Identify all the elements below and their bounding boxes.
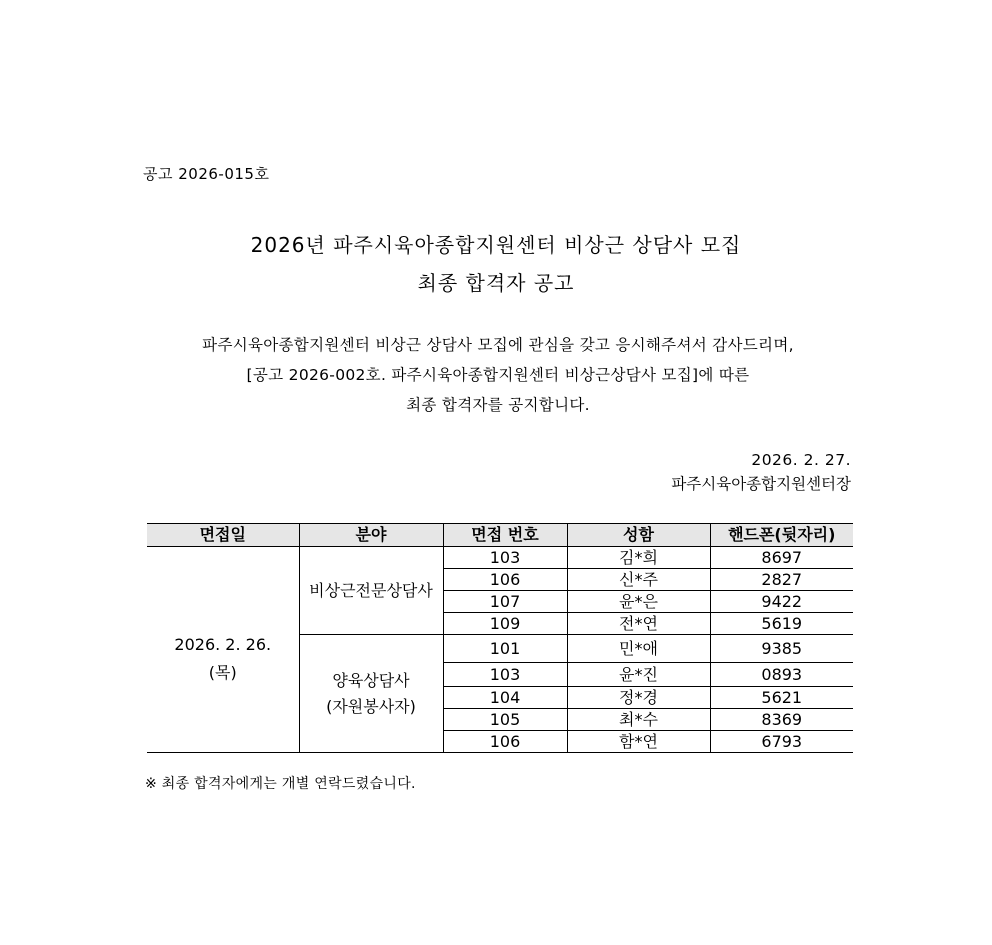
page-subtitle: 최종 합격자 공고 [417, 271, 575, 295]
issue-date: 2026. 2. 27. [751, 451, 851, 469]
interview-number-cell: 103 [443, 663, 567, 687]
phone-cell: 6793 [710, 731, 853, 753]
name-cell: 신*주 [567, 569, 710, 591]
phone-cell: 0893 [710, 663, 853, 687]
footnote: ※ 최종 합격자에게는 개별 연락드렸습니다. [145, 776, 416, 792]
header-field: 분야 [299, 524, 443, 547]
field-cell [299, 635, 443, 753]
field-label-note: (자원봉사자) [326, 696, 416, 716]
results-table [147, 523, 853, 753]
field-label: 비상근전문상담사 [309, 580, 433, 600]
name-cell: 정*경 [567, 687, 710, 709]
body-line-2: [공고 2026-002호. 파주시육아종합지원센터 비상근상담사 모집]에 따른 [246, 366, 750, 384]
phone-cell: 9385 [710, 635, 853, 663]
body-line-1: 파주시육아종합지원센터 비상근 상담사 모집에 관심을 갖고 응시해주셔서 감사드리며, [202, 336, 794, 354]
notice-number: 공고 2026-015호 [143, 165, 270, 183]
name-cell: 민*애 [567, 635, 710, 663]
phone-cell: 8369 [710, 709, 853, 731]
interview-number-cell: 104 [443, 687, 567, 709]
header-name: 성함 [567, 524, 710, 547]
interview-date-cell [147, 547, 299, 753]
interview-number-cell: 106 [443, 569, 567, 591]
interview-date: 2026. 2. 26. [174, 635, 272, 655]
name-cell: 전*연 [567, 613, 710, 635]
field-cell [299, 547, 443, 635]
interview-number-cell: 105 [443, 709, 567, 731]
name-cell: 윤*은 [567, 591, 710, 613]
interview-number-cell: 109 [443, 613, 567, 635]
interview-number-cell: 103 [443, 547, 567, 569]
phone-cell: 8697 [710, 547, 853, 569]
table-header-row [147, 524, 853, 547]
interview-number-cell: 106 [443, 731, 567, 753]
name-cell: 최*수 [567, 709, 710, 731]
phone-cell: 2827 [710, 569, 853, 591]
name-cell: 김*희 [567, 547, 710, 569]
interview-number-cell: 101 [443, 635, 567, 663]
page-title: 2026년 파주시육아종합지원센터 비상근 상담사 모집 [250, 233, 742, 257]
field-label: 양육상담사 [332, 671, 410, 691]
header-interview-date: 면접일 [147, 524, 299, 547]
name-cell: 윤*진 [567, 663, 710, 687]
header-interview-number: 면접 번호 [443, 524, 567, 547]
body-line-3: 최종 합격자를 공지합니다. [406, 396, 590, 414]
table-row [147, 547, 853, 569]
phone-cell: 9422 [710, 591, 853, 613]
phone-cell: 5619 [710, 613, 853, 635]
header-phone: 핸드폰(뒷자리) [710, 524, 853, 547]
interview-day: (목) [208, 662, 237, 682]
issuer-name: 파주시육아종합지원센터장 [671, 475, 851, 493]
phone-cell: 5621 [710, 687, 853, 709]
name-cell: 함*연 [567, 731, 710, 753]
interview-number-cell: 107 [443, 591, 567, 613]
